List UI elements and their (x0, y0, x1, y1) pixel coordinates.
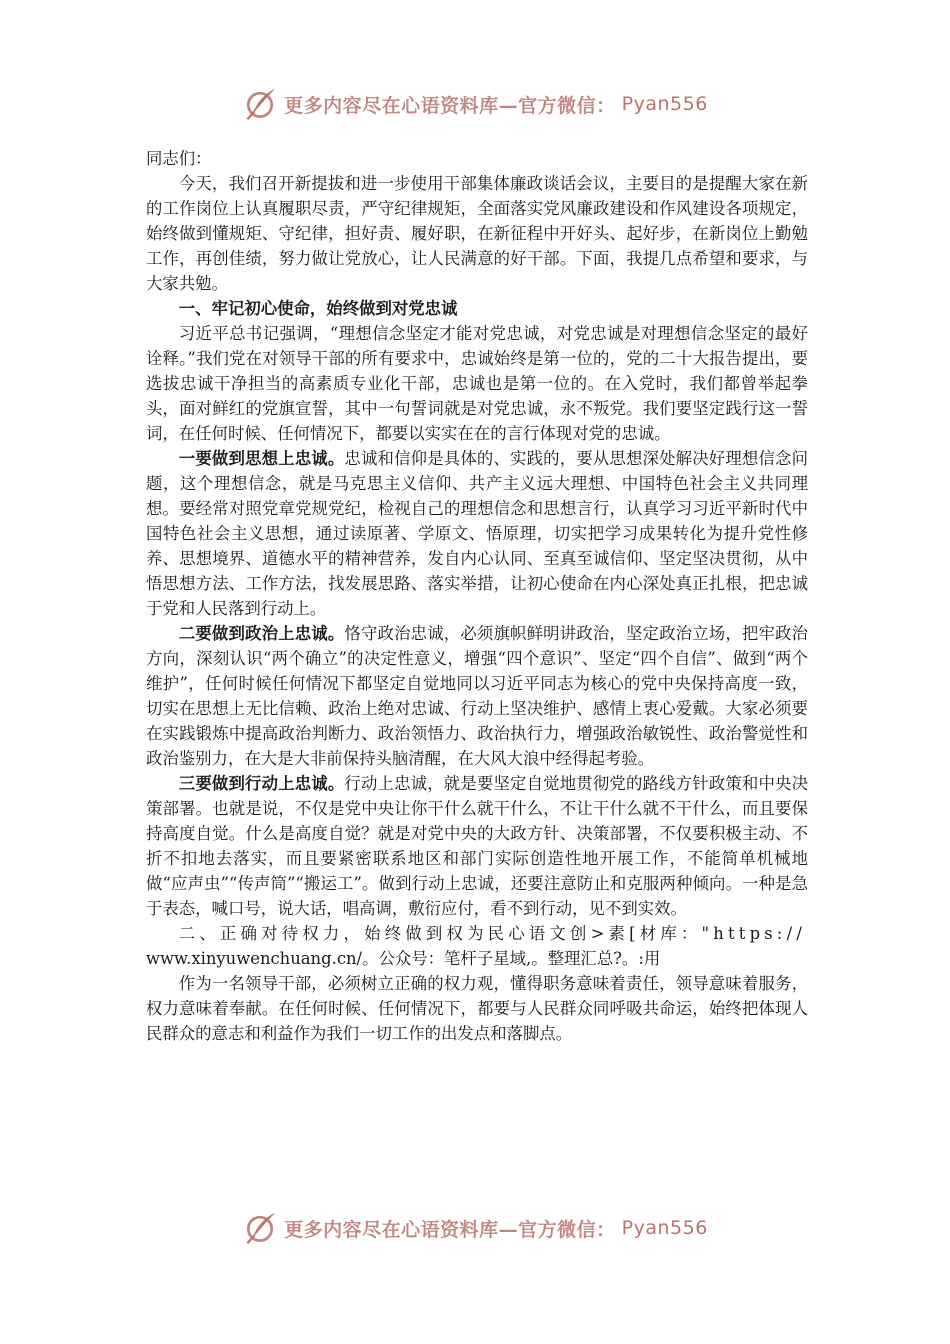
point-1-title: 一要做到思想上忠诚。 (178, 449, 345, 468)
watermark-wechat-id: Pyan556 (621, 93, 708, 115)
quill-logo-icon (242, 86, 278, 122)
section-heading-2-continued: www.xinyuwenchuang.cn/。公众号：笔杆子星域,。整理汇总?。:用 (146, 949, 661, 968)
point-2-body: 恪守政治忠诚，必须旗帜鲜明讲政治，坚定政治立场，把牢政治方向，深刻认识“两个确立”的决定性意义，增强“四个意识”、坚定“四个自信”、做到“两个维护”，任何时候任何情况下都坚定自觉地同以习近平同志为核心的党中央保持高度一致，切实在思想上无比信赖、政治上绝对忠诚、行动上坚决维护、感情上衷心爱戴。大家必须要在实践锻炼中提高政治判断力、政治领悟力、政治执行力，增强政治敏锐性、政治警觉性和政治鉴别力，在大是大非前保持头脑清醒，在大风大浪中经得起考验。 (146, 624, 808, 768)
watermark-footer (0, 1210, 950, 1246)
watermark-text: 更多内容尽在心语资料库—官方微信： (284, 1218, 616, 1241)
point-3-paragraph (146, 771, 808, 921)
quill-logo-icon (242, 1210, 278, 1246)
section-1-paragraph: 习近平总书记强调，“理想信念坚定才能对党忠诚，对党忠诚是对理想信念坚定的最好诠释。”我们党在对领导干部的所有要求中，忠诚始终是第一位的，党的二十大报告提出，要选拔忠诚干净担当的高素质专业化干部，忠诚也是第一位的。在入党时，我们都曾举起拳头，面对鲜红的党旗宣誓，其中一句誓词就是对党忠诚，永不叛党。我们要坚定践行这一誓词，在任何时候、任何情况下，都要以实实在在的言行体现对党的忠诚。 (146, 324, 808, 443)
point-2-paragraph (146, 621, 808, 771)
point-2-title: 二要做到政治上忠诚。 (178, 624, 345, 643)
watermark-wechat-id: Pyan556 (621, 1217, 708, 1239)
document-body (146, 146, 808, 1046)
intro-paragraph: 今天，我们召开新提拔和进一步使用干部集体廉政谈话会议，主要目的是提醒大家在新的工作岗位上认真履职尽责，严守纪律规矩，全面落实党风廉政建设和作风建设各项规定，始终做到懂规矩、守纪律，担好责、履好职，在新征程中开好头、起好步，在新岗位上勤勉工作，再创佳绩，努力做让党放心，让人民满意的好干部。下面，我提几点希望和要求，与大家共勉。 (146, 174, 808, 293)
section-2-paragraph: 作为一名领导干部，必须树立正确的权力观，懂得职务意味着责任，领导意味着服务，权力意味着奉献。在任何时候、任何情况下，都要与人民群众同呼吸共命运，始终把体现人民群众的意志和利益作为我们一切工作的出发点和落脚点。 (146, 974, 808, 1043)
watermark-text: 更多内容尽在心语资料库—官方微信： (284, 94, 616, 117)
point-1-paragraph (146, 446, 808, 621)
watermark-header (0, 86, 950, 122)
section-heading-1: 一、牢记初心使命，始终做到对党忠诚 (178, 299, 458, 318)
point-3-title: 三要做到行动上忠诚。 (178, 774, 345, 793)
section-heading-2: 二、正确对待权力，始终做到权为民心语文创>素[材库："https:// (178, 924, 807, 943)
point-3-body: 行动上忠诚，就是要坚定自觉地贯彻党的路线方针政策和中央决策部署。也就是说，不仅是党中央让你干什么就干什么，不让干什么就不干什么，而且要保持高度自觉。什么是高度自觉？就是对党中央的大政方针、决策部署，不仅要积极主动、不折不扣地去落实，而且要紧密联系地区和部门实际创造性地开展工作，不能简单机械地做“应声虫”“传声筒”“搬运工”。做到行动上忠诚，还要注意防止和克服两种倾向。一种是急于表态，喊口号，说大话，唱高调，敷衍应付，看不到行动，见不到实效。 (146, 774, 808, 918)
point-1-body: 忠诚和信仰是具体的、实践的，要从思想深处解决好理想信念问题，这个理想信念，就是马克思主义信仰、共产主义远大理想、中国特色社会主义共同理想。要经常对照党章党规党纪，检视自己的理想信念和思想言行，认真学习习近平新时代中国特色社会主义思想，通过读原著、学原文、悟原理，切实把学习成果转化为提升党性修养、思想境界、道德水平的精神营养，发自内心认同、至真至诚信仰、坚定坚决贯彻，从中悟思想方法、工作方法，找发展思路、落实举措，让初心使命在内心深处真正扎根，把忠诚于党和人民落到行动上。 (146, 449, 808, 618)
salutation: 同志们： (146, 149, 212, 168)
